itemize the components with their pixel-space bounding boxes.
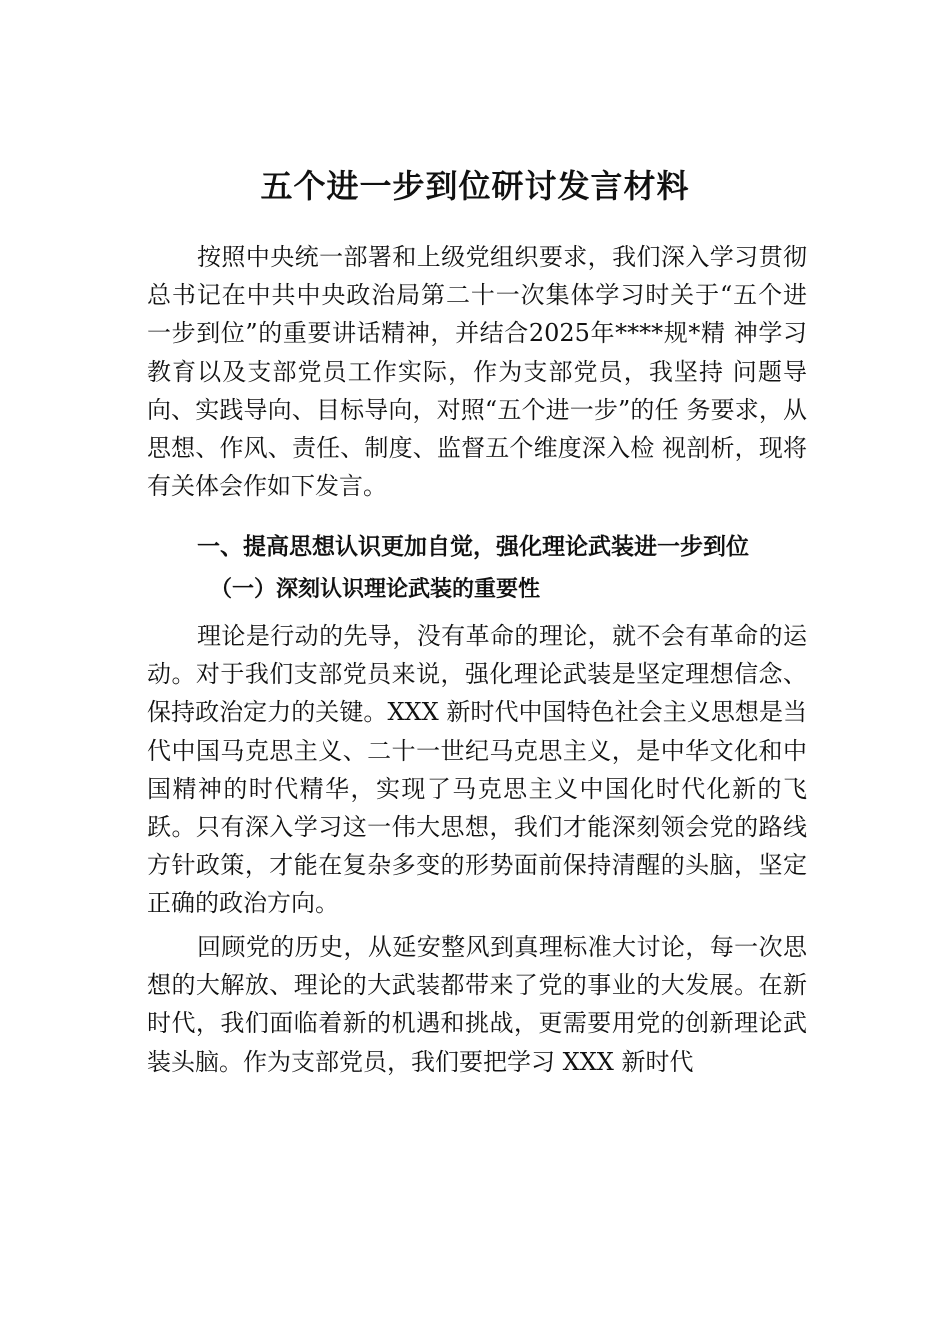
document-title: 五个进一步到位研讨发言材料 bbox=[260, 167, 690, 205]
section-heading-1: 一、提高思想认识更加自觉，强化理论武装进一步到位 bbox=[197, 534, 749, 560]
body-paragraph-2: 理论是行动的先导，没有革命的理论，就不会有革命的运动。对于我们支部党员来说，强化理论武装是坚定理想信念、保持政治定力的关键。XXX 新时代中国特色社会主义思想是当代中国马克思主义、二十一世纪马克思主义，是中华文化和中国精神的时代精华，实现了马克思主义中国化时代化新的飞跃。只有深入学习这一伟大思想，我们才能深刻领会党的路线方针政策，才能在复杂多变的形势面前保持清醒的头脑，坚定正确的政治方向。 bbox=[147, 622, 807, 918]
subsection-heading-1: （一）深刻认识理论武装的重要性 bbox=[210, 576, 541, 602]
intro-paragraph: 按照中央统一部署和上级党组织要求，我们深入学习贯彻总书记在中共中央政治局第二十一次集体学习时关于“五个进一步到位”的重要讲话精神，并结合2025年****规*精 神学习教育以及支部党员工作实际，作为支部党员，我坚持 问题导向、实践导向、目标导向，对照“五个进一步”的任 务要求，从思想、作风、责任、制度、监督五个维度深入检 视剖析，现将有关体会作如下发言。 bbox=[147, 243, 807, 501]
body-paragraph-3: 回顾党的历史，从延安整风到真理标准大讨论，每一次思想的大解放、理论的大武装都带来了党的事业的大发展。在新时代，我们面临着新的机遇和挑战，更需要用党的创新理论武装头脑。作为支部党员，我们要把学习 XXX 新时代 bbox=[147, 933, 807, 1076]
